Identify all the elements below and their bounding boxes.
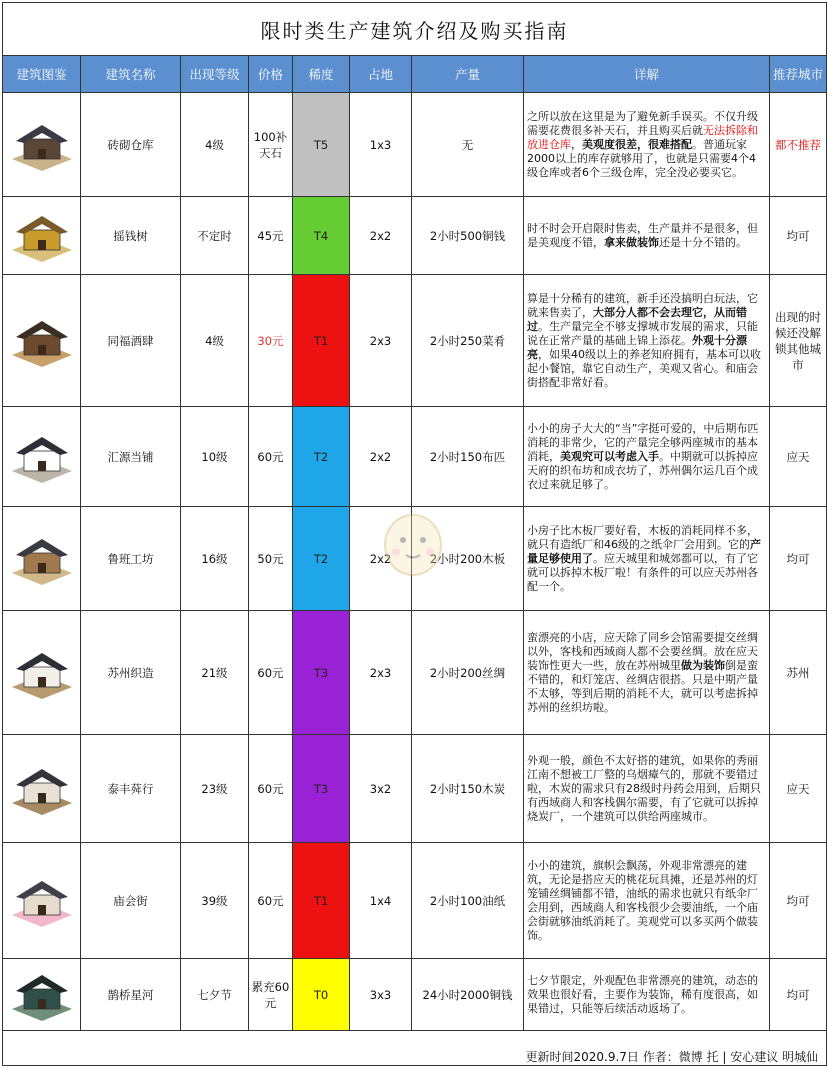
detail-segment: 小小的房子大大的“当”字挺可爱的，中后期布匹消耗的非常少，它的产量完全够两座城市的基本消耗，: [527, 421, 759, 463]
tier-badge: T2: [293, 507, 350, 611]
unlock-level: 23级: [181, 735, 249, 843]
price: 100补天石: [249, 93, 293, 197]
detail-segment: 算是十分稀有的建筑，新手还没搞明白玩法，它就来售卖了，: [527, 291, 758, 319]
production-output: 2小时500铜钱: [412, 197, 524, 275]
recommended-city: 都不推荐: [770, 93, 827, 197]
taifeng-tea-shop-icon: [6, 759, 78, 819]
footer-credit: 更新时间2020.9.7日 作者：微博 托 | 安心建议 明城仙: [3, 1031, 827, 1066]
detail-segment: 。应天城里和城郊都可以，有了它就可以拆掉木板厂啦！有条件的可以应天苏州各配一个。: [527, 551, 758, 593]
production-output: 2小时200丝绸: [412, 611, 524, 735]
guide-table: [2, 2, 827, 1066]
building-image-cell: [3, 407, 81, 507]
detail-segment: 大部分人都不会去理它，从而错过: [527, 305, 747, 333]
table-row: [3, 275, 827, 407]
table-row: [3, 735, 827, 843]
detail-segment: 小房子比木板厂要好看，木板的消耗同样不多，就只有造纸厂和46级的之纸伞厂会用到。它的: [527, 523, 758, 551]
temple-fair-street-icon: [6, 871, 78, 931]
production-output: 2小时200木板: [412, 507, 524, 611]
price: 60元: [249, 611, 293, 735]
detail-segment: 之所以放在这里是为了避免新手误买。不仅升级需要花费很多补天石，并且购买后就: [527, 109, 758, 137]
price: 45元: [249, 197, 293, 275]
table-row: [3, 197, 827, 275]
tier-badge: T0: [293, 959, 350, 1031]
building-name: 泰丰荈行: [81, 735, 181, 843]
detail-segment: 美观度很差，很难搭配: [582, 137, 692, 151]
building-name: 砖砌仓库: [81, 93, 181, 197]
detail-text: [524, 93, 770, 197]
production-output: 2小时150布匹: [412, 407, 524, 507]
unlock-level: 21级: [181, 611, 249, 735]
detail-segment: 无法拆除和放进仓库: [527, 123, 758, 151]
detail-text: [524, 407, 770, 507]
price: 60元: [249, 407, 293, 507]
header-city: 推荐城市: [770, 56, 827, 93]
detail-segment: ，如果40级以上的养老知府拥有，基本可以收起小餐馆，靠它自动生产，美观又省心。和庙会街搭配非常好看。: [527, 347, 761, 389]
recommended-city: 均可: [770, 843, 827, 959]
detail-text: [524, 843, 770, 959]
table-row: [3, 843, 827, 959]
header-tier: 稀度: [293, 56, 350, 93]
detail-segment: 时不时会开启限时售卖，生产量并不是很多，但是美观度不错，: [527, 221, 758, 249]
building-image-cell: [3, 275, 81, 407]
building-image-cell: [3, 507, 81, 611]
recommended-city: 均可: [770, 507, 827, 611]
luban-workshop-icon: [6, 529, 78, 589]
detail-segment: 。生产量完全不够支撑城市发展的需求，只能说在正常产量的基础上锦上添花。: [527, 319, 758, 347]
tongfu-tavern-icon: [6, 311, 78, 371]
building-name: 庙会街: [81, 843, 181, 959]
unlock-level: 4级: [181, 93, 249, 197]
header-output: 产量: [412, 56, 524, 93]
header-image: 建筑图鉴: [3, 56, 81, 93]
building-image-cell: [3, 93, 81, 197]
detail-text: [524, 611, 770, 735]
header-name: 建筑名称: [81, 56, 181, 93]
pawnshop-icon: [6, 427, 78, 487]
detail-segment: 小小的建筑，旗帜会飘荡，外观非常漂亮的建筑，无论是搭应天的桃花玩具摊，还是苏州的灯笼铺丝绸铺都不错，油纸的需求也就只有纸伞厂会用到，西域商人和客栈很少会要油纸，一个庙会街就够油纸消耗了。美观党可以多买两个做装饰。: [527, 858, 758, 942]
recommended-city: 应天: [770, 735, 827, 843]
money-tree-icon: [6, 206, 78, 266]
building-image-cell: [3, 843, 81, 959]
production-output: 无: [412, 93, 524, 197]
price: 60元: [249, 735, 293, 843]
tier-badge: T1: [293, 843, 350, 959]
price: 累充60元: [249, 959, 293, 1031]
unlock-level: 4级: [181, 275, 249, 407]
building-image-cell: [3, 611, 81, 735]
detail-text: [524, 197, 770, 275]
production-output: 24小时2000铜钱: [412, 959, 524, 1031]
footprint: 1x3: [350, 93, 412, 197]
tier-badge: T5: [293, 93, 350, 197]
building-name: 苏州织造: [81, 611, 181, 735]
header-row: [3, 56, 827, 93]
footprint: 2x2: [350, 507, 412, 611]
production-output: 2小时250菜肴: [412, 275, 524, 407]
price: 60元: [249, 843, 293, 959]
table-row: [3, 93, 827, 197]
building-image-cell: [3, 959, 81, 1031]
detail-segment: 产量足够使用了: [527, 537, 761, 565]
tier-badge: T3: [293, 611, 350, 735]
page-title: 限时类生产建筑介绍及购买指南: [3, 3, 827, 56]
building-name: 同福酒肆: [81, 275, 181, 407]
table-row: [3, 507, 827, 611]
header-area: 占地: [350, 56, 412, 93]
table-row: [3, 959, 827, 1031]
recommended-city: 均可: [770, 959, 827, 1031]
detail-segment: 七夕节限定，外观配色非常漂亮的建筑，动态的效果也很好看，主要作为装饰，稀有度很高，如果错过，只能等后续活动返场了。: [527, 973, 758, 1015]
footprint: 2x3: [350, 275, 412, 407]
detail-text: [524, 959, 770, 1031]
detail-segment: 外观十分漂亮: [527, 333, 747, 361]
magpie-bridge-icon: [6, 965, 78, 1025]
detail-segment: 。普通玩家2000以上的库存就够用了，也就是只需要4个4级仓库或者6个三级仓库，完全没必要买它。: [527, 137, 756, 179]
footprint: 1x4: [350, 843, 412, 959]
price: 30元: [249, 275, 293, 407]
recommended-city: 出现的时候还没解锁其他城市: [770, 275, 827, 407]
header-level: 出现等级: [181, 56, 249, 93]
building-name: 鹊桥星河: [81, 959, 181, 1031]
recommended-city: 应天: [770, 407, 827, 507]
unlock-level: 39级: [181, 843, 249, 959]
header-price: 价格: [249, 56, 293, 93]
detail-segment: 外观一般，颜色不太好搭的建筑，如果你的秀丽江南不想被工厂整的乌烟瘴气的，那就不要错过啦，木炭的需求只有28级时丹药会用到，后期只有西域商人和客栈偶尔需要，有了它就可以拆掉烧炭厂，一个建筑可以供给两座城市。: [527, 753, 761, 823]
footprint: 3x3: [350, 959, 412, 1031]
recommended-city: 苏州: [770, 611, 827, 735]
detail-segment: 倒是蛮不错的，和灯笼店、丝绸店很搭。只是中期产量不太够，等到后期的消耗不大，就可以考虑拆掉苏州的丝织坊啦。: [527, 658, 758, 714]
building-image-cell: [3, 197, 81, 275]
tier-badge: T4: [293, 197, 350, 275]
detail-text: [524, 275, 770, 407]
footprint: 2x2: [350, 197, 412, 275]
tier-badge: T1: [293, 275, 350, 407]
building-name: 汇源当铺: [81, 407, 181, 507]
detail-text: [524, 735, 770, 843]
building-name: 摇钱树: [81, 197, 181, 275]
brick-warehouse-icon: [6, 115, 78, 175]
production-output: 2小时150木炭: [412, 735, 524, 843]
unlock-level: 16级: [181, 507, 249, 611]
detail-segment: 拿来做装饰: [604, 235, 659, 249]
table-row: [3, 407, 827, 507]
header-detail: 详解: [524, 56, 770, 93]
unlock-level: 七夕节: [181, 959, 249, 1031]
detail-segment: ，: [571, 137, 582, 151]
detail-text: [524, 507, 770, 611]
building-image-cell: [3, 735, 81, 843]
production-output: 2小时100油纸: [412, 843, 524, 959]
detail-segment: 蛮漂亮的小店，应天除了同乡会馆需要提交丝绸以外，客栈和西域商人都不会要丝绸。放在应天装饰性更大一些，放在苏州城里: [527, 630, 758, 672]
recommended-city: 均可: [770, 197, 827, 275]
price: 50元: [249, 507, 293, 611]
detail-segment: 。中期就可以拆掉应天府的织布坊和成衣坊了，苏州偶尔运几百个成衣过来就足够了。: [527, 449, 758, 491]
unlock-level: 10级: [181, 407, 249, 507]
footprint: 2x3: [350, 611, 412, 735]
detail-segment: 还是十分不错的。: [659, 235, 747, 249]
detail-segment: 美观究可以考虑入手: [560, 449, 659, 463]
detail-segment: 做为装饰: [681, 658, 725, 672]
tier-badge: T3: [293, 735, 350, 843]
tier-badge: T2: [293, 407, 350, 507]
table-row: [3, 611, 827, 735]
suzhou-weaving-icon: [6, 643, 78, 703]
unlock-level: 不定时: [181, 197, 249, 275]
footprint: 2x2: [350, 407, 412, 507]
building-name: 鲁班工坊: [81, 507, 181, 611]
footprint: 3x2: [350, 735, 412, 843]
